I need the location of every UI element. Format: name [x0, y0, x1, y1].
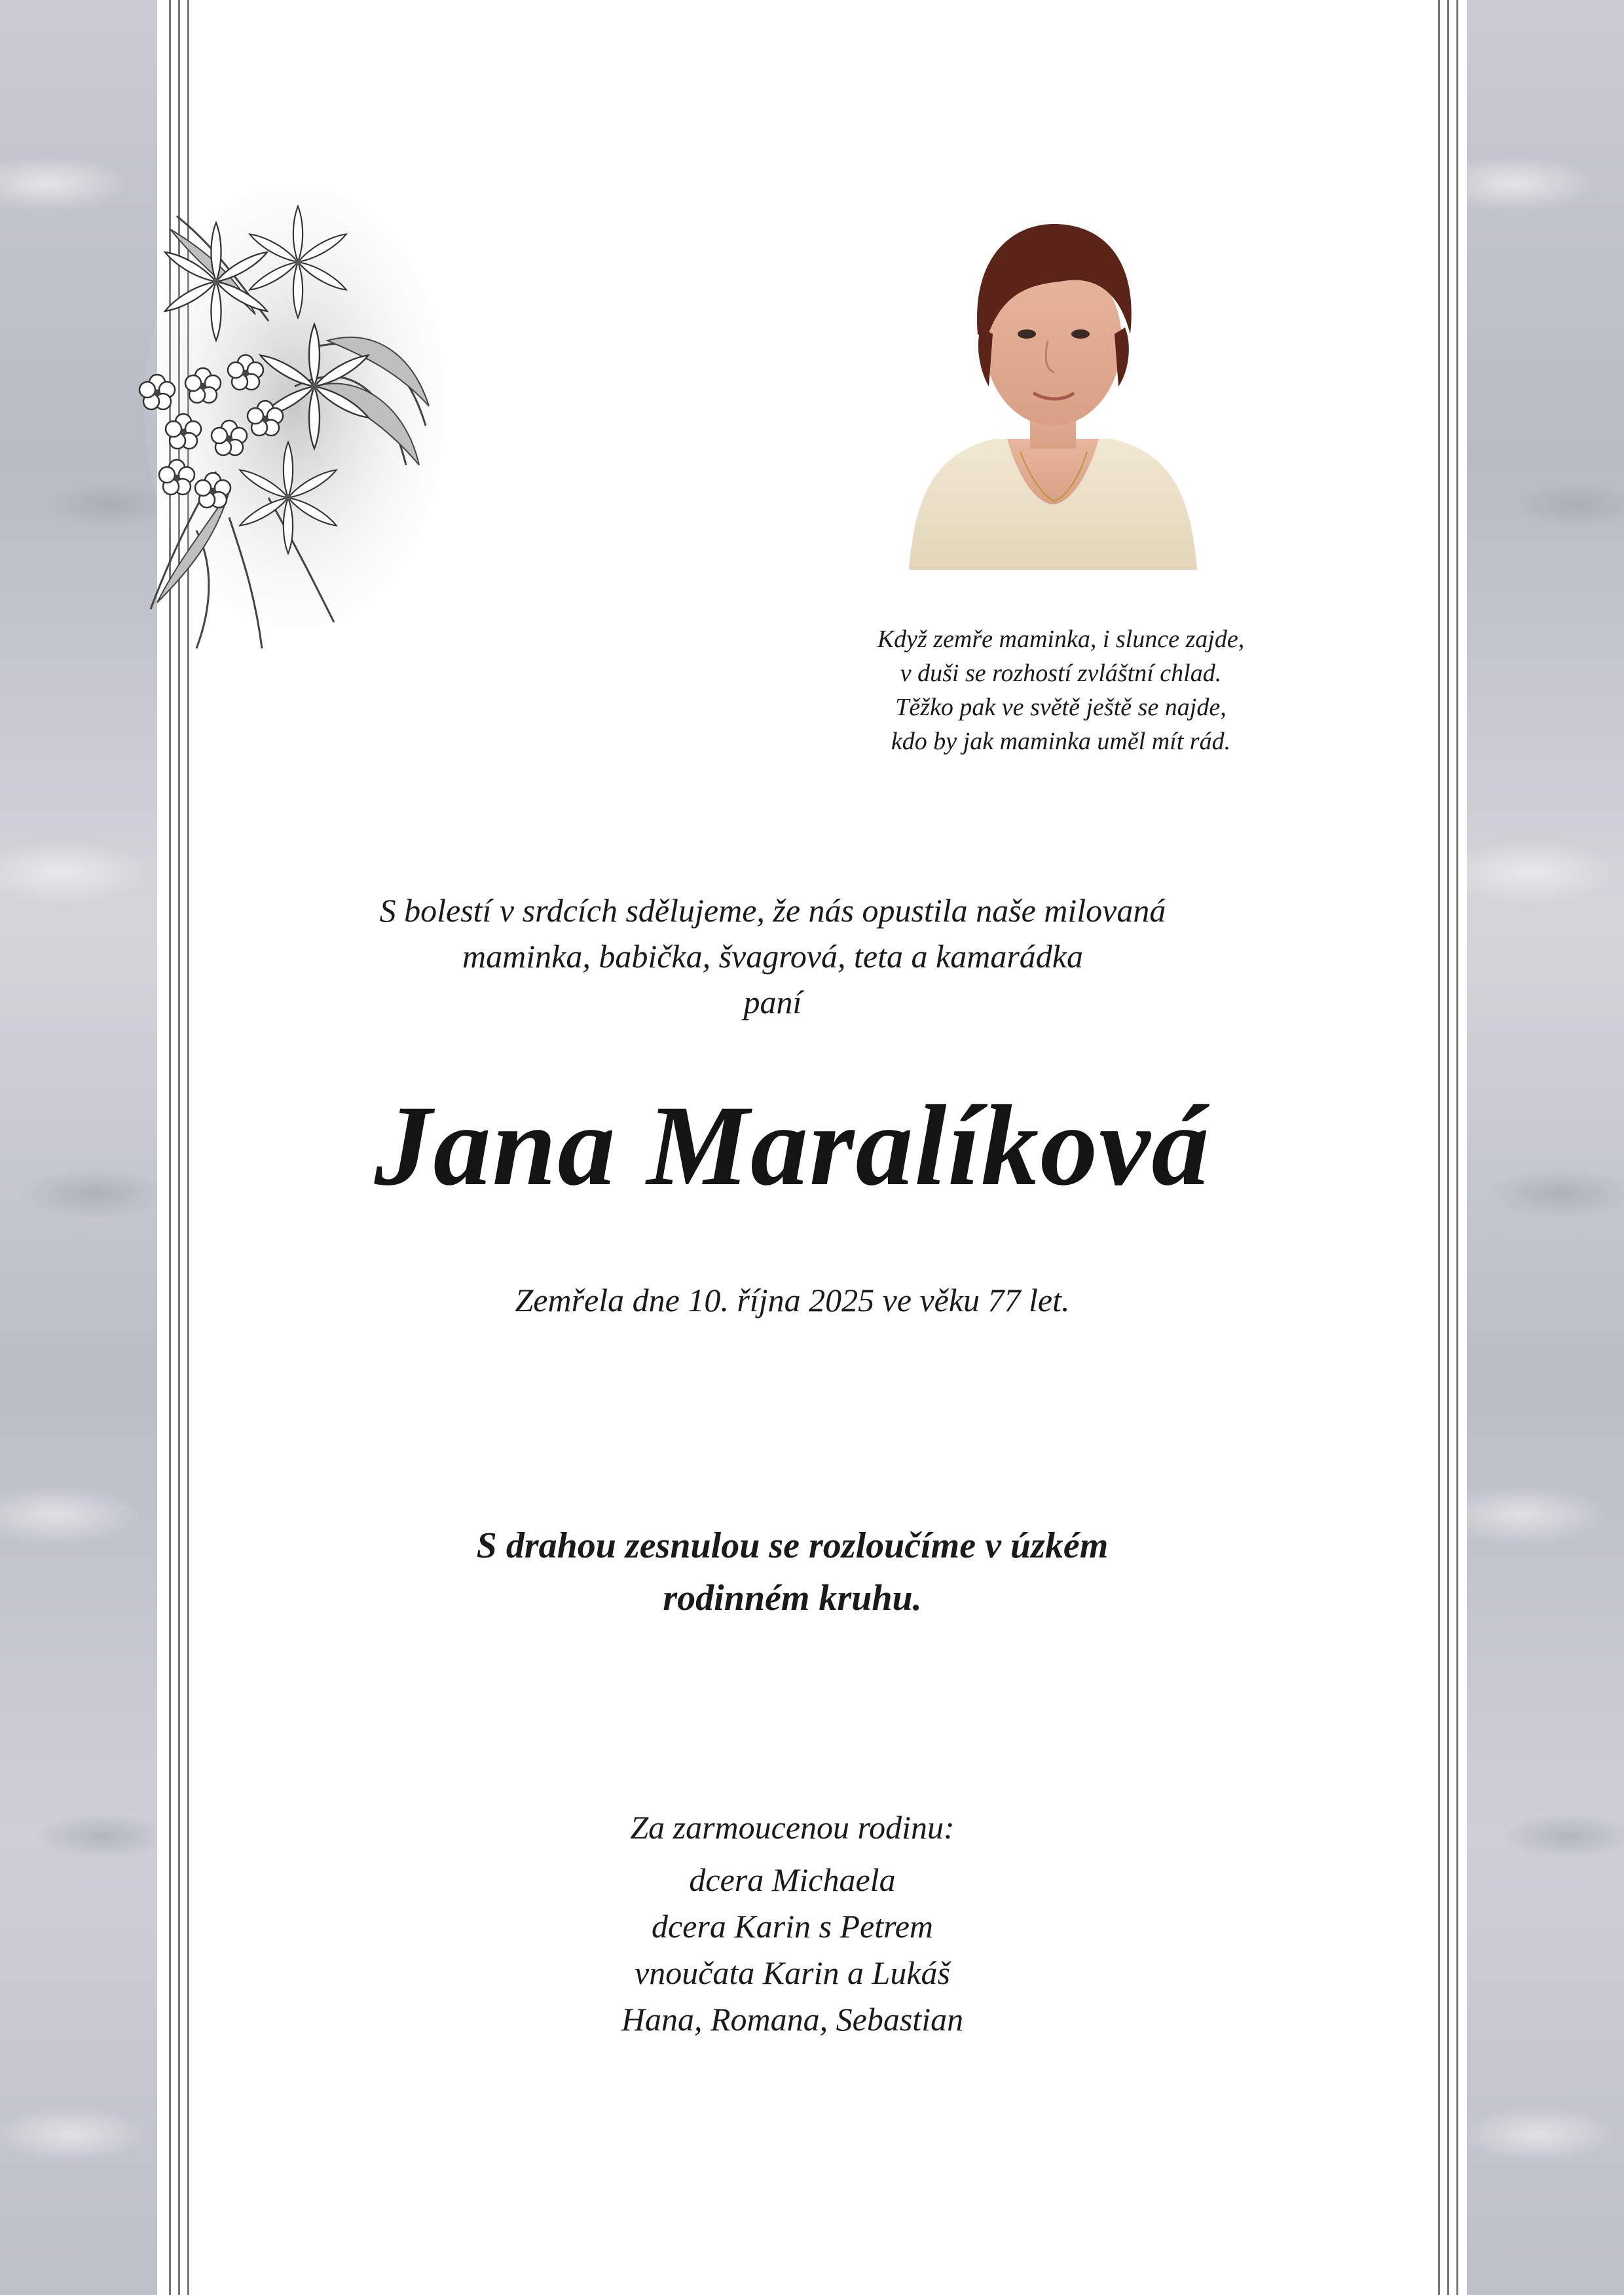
family-members	[216, 1857, 1369, 2043]
announcement-line: paní	[743, 984, 802, 1020]
lily-bouquet-illustration	[98, 190, 445, 662]
family-member: dcera Karin s Petrem	[651, 1908, 934, 1945]
family-member: Hana, Romana, Sebastian	[621, 2001, 964, 2038]
announcement-line: S bolestí v srdcích sdělujeme, že nás opustila naše milovaná	[379, 892, 1166, 929]
right-border-rule	[1438, 0, 1440, 2295]
right-marble-band	[1467, 0, 1624, 2295]
farewell-line: S drahou zesnulou se rozloučíme v úzkém	[476, 1525, 1109, 1566]
family-member: dcera Michaela	[689, 1861, 896, 1898]
family-heading: Za zarmoucenou rodinu:	[630, 1809, 955, 1846]
announcement-text	[216, 887, 1329, 1025]
poem-line: Když zemře maminka, i slunce zajde,	[877, 625, 1245, 653]
announcement-line: maminka, babička, švagrová, teta a kamarádka	[462, 938, 1083, 975]
poem-line: v duši se rozhostí zvláštní chlad.	[900, 660, 1222, 687]
portrait-photo	[909, 177, 1197, 570]
poem	[773, 622, 1349, 758]
right-border-rule	[1456, 0, 1458, 2295]
death-notice: Zemřela dne 10. října 2025 ve věku 77 let.	[515, 1282, 1070, 1318]
family-member: vnoučata Karin a Lukáš	[635, 1954, 950, 1991]
poem-line: Těžko pak ve světě ještě se najde,	[895, 694, 1227, 721]
farewell-notice	[216, 1520, 1369, 1624]
deceased-name: Jana Maralíková	[374, 1082, 1211, 1210]
farewell-line: rodinném kruhu.	[663, 1578, 922, 1618]
right-border-rule	[1447, 0, 1449, 2295]
poem-line: kdo by jak maminka uměl mít rád.	[891, 728, 1231, 755]
